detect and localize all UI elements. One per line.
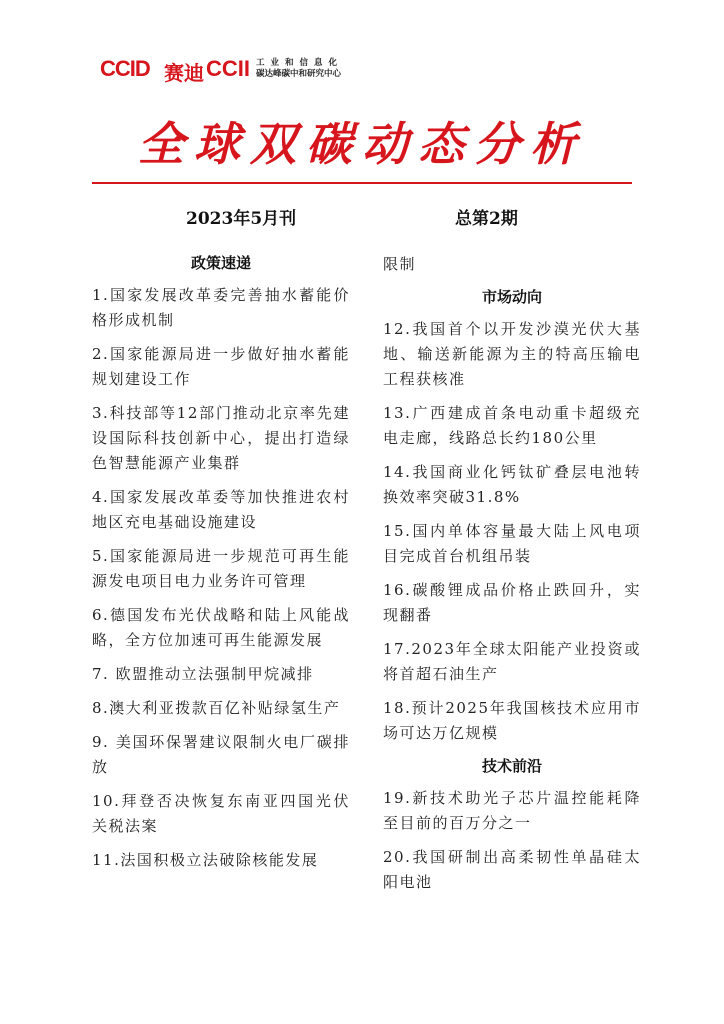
list-item[interactable]: 17.2023年全球太阳能产业投资或将首超石油生产 (383, 640, 641, 683)
org-name-line1: 工业和信息化 (256, 58, 344, 68)
section-heading-market: 市场动向 (481, 288, 542, 306)
ccid-logo: CCID (100, 56, 150, 81)
list-item[interactable]: 18.预计2025年我国核技术应用市场可达万亿规模 (383, 699, 641, 742)
list-item[interactable]: 16.碳酸锂成品价格止跌回升，实现翻番 (383, 581, 641, 624)
list-item[interactable]: 8.澳大利亚拨款百亿补贴绿氢生产 (92, 699, 341, 717)
list-item[interactable]: 13.广西建成首条电动重卡超级充电走廊，线路总长约180公里 (383, 404, 641, 447)
ccii-logo: CCII (206, 56, 250, 81)
list-item[interactable]: 12.我国首个以开发沙漠光伏大基地、输送新能源为主的特高压输电工程获核准 (383, 320, 641, 388)
issue-date: 2023年5月刊 (186, 209, 297, 229)
list-item[interactable]: 20.我国研制出高柔韧性单晶硅太阳电池 (383, 848, 641, 891)
list-item[interactable]: 10.拜登否决恢复东南亚四国光伏关税法案 (92, 792, 350, 835)
list-item[interactable]: 14.我国商业化钙钛矿叠层电池转换效率突破31.8% (383, 463, 641, 506)
list-item-continuation[interactable]: 限制 (383, 255, 417, 273)
list-item[interactable]: 6.德国发布光伏战略和陆上风能战略，全方位加速可再生能源发展 (92, 606, 350, 649)
page-title: 全球双碳动态分析 (138, 117, 586, 171)
list-item[interactable]: 15.国内单体容量最大陆上风电项目完成首台机组吊装 (383, 522, 641, 565)
list-item[interactable]: 9. 美国环保署建议限制火电厂碳排放 (92, 733, 350, 776)
list-item[interactable]: 11.法国积极立法破除核能发展 (92, 851, 319, 869)
list-item[interactable]: 2.国家能源局进一步做好抽水蓄能规划建设工作 (92, 345, 350, 388)
right-column (383, 252, 641, 904)
saidi-logo: 赛迪 (164, 61, 204, 85)
issue-number: 总第2期 (455, 209, 518, 229)
section-heading-policy: 政策速递 (190, 254, 251, 272)
left-column (92, 252, 350, 882)
org-name-line2: 碳达峰碳中和研究中心 (256, 69, 342, 79)
header-logo (100, 52, 400, 84)
org-name (256, 58, 376, 80)
list-item[interactable]: 4.国家发展改革委等加快推进农村地区充电基础设施建设 (92, 488, 350, 531)
section-heading-tech: 技术前沿 (481, 757, 542, 775)
list-item[interactable]: 19.新技术助光子芯片温控能耗降至目前的百万分之一 (383, 789, 641, 832)
list-item[interactable]: 1.国家发展改革委完善抽水蓄能价格形成机制 (92, 286, 350, 329)
list-item[interactable]: 5.国家能源局进一步规范可再生能源发电项目电力业务许可管理 (92, 547, 350, 590)
list-item[interactable]: 3.科技部等12部门推动北京率先建设国际科技创新中心，提出打造绿色智慧能源产业集群 (92, 404, 350, 472)
list-item[interactable]: 7. 欧盟推动立法强制甲烷减排 (92, 665, 314, 683)
title-divider (92, 182, 632, 184)
